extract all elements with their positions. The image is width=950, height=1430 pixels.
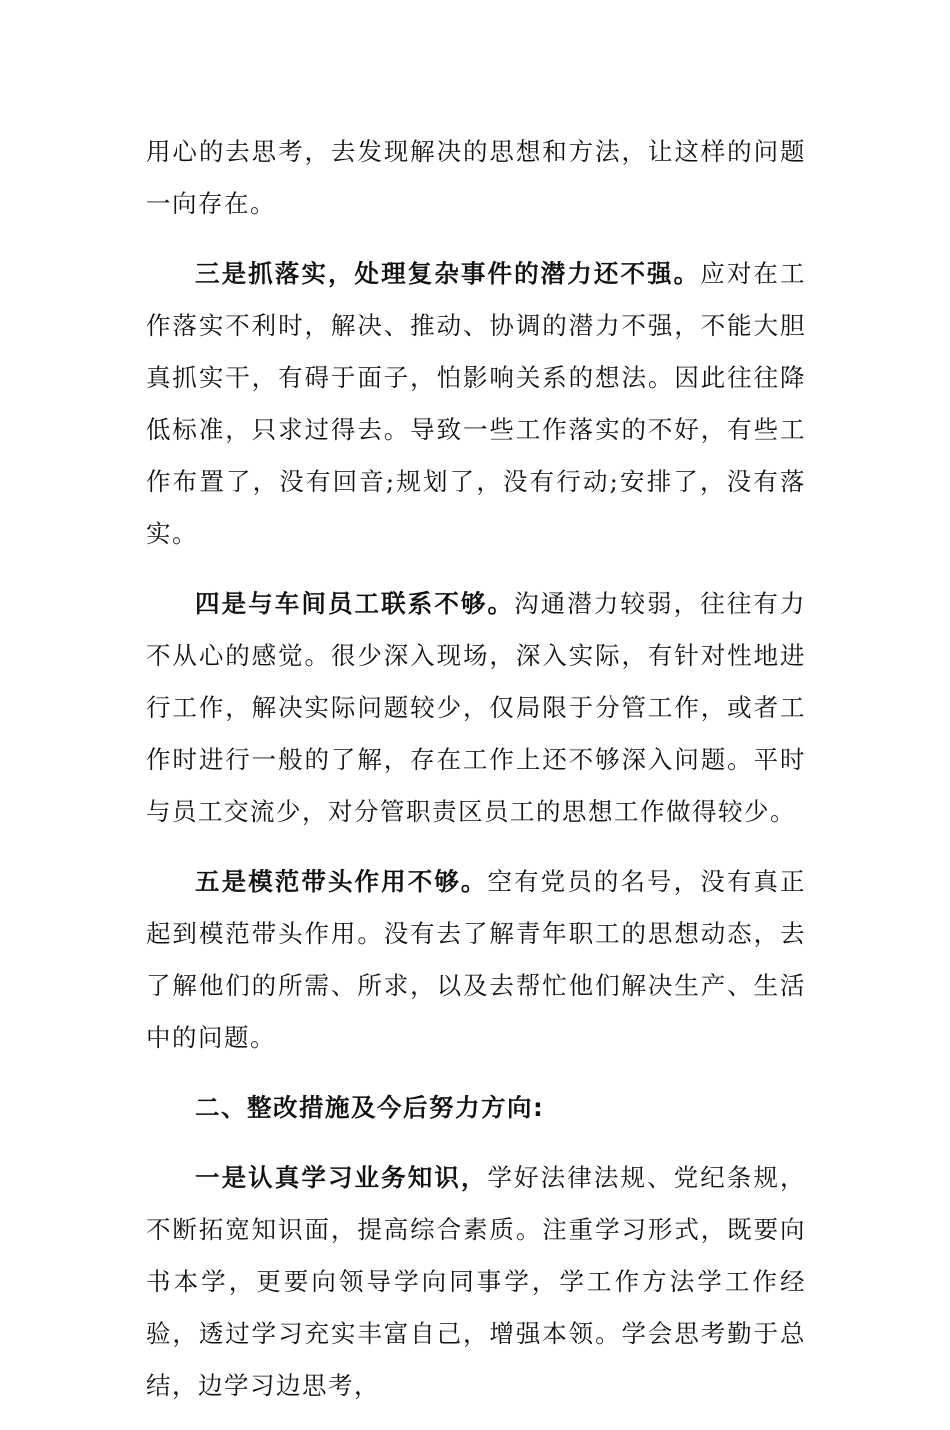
paragraph-staff-contact <box>146 578 806 838</box>
paragraph-role-model <box>146 856 806 1064</box>
paragraph-text: 学好法律法规、党纪条规，不断拓宽知识面，提高综合素质。注重学习形式，既要向书本学，更要向领导学向同事学，学工作方法学工作经验，透过学习充实丰富自己，增强本领。学会思考勤于总结，边学习边思考， <box>146 1163 806 1400</box>
paragraph-lead: 一是认真学习业务知识， <box>195 1163 488 1192</box>
section-heading: 二、整改措施及今后努力方向: <box>195 1093 545 1122</box>
paragraph-lead: 三是抓落实，处理复杂事件的潜力还不强。 <box>195 259 701 288</box>
paragraph-text: 应对在工作落实不利时，解决、推动、协调的潜力不强，不能大胆真抓实干，有碍于面子，怕影响关系的想法。因此往往降低标准，只求过得去。导致一些工作落实的不好，有些工作布置了，没有回音;规划了，没有行动;安排了，没有落实。 <box>146 259 807 548</box>
document-body <box>146 126 806 1430</box>
paragraph-study <box>146 1152 806 1412</box>
paragraph-text: 用心的去思考，去发现解决的思想和方法，让这样的问题一向存在。 <box>146 137 806 218</box>
paragraph-implementation <box>146 248 806 560</box>
paragraph-text: 空有党员的名号，没有真正起到模范带头作用。没有去了解青年职工的思想动态，去了解他们的所需、所求，以及去帮忙他们解决生产、生活中的问题。 <box>146 867 806 1052</box>
paragraph-lead: 四是与车间员工联系不够。 <box>195 589 515 618</box>
paragraph-text: 沟通潜力较弱，往往有力不从心的感觉。很少深入现场，深入实际，有针对性地进行工作，解决实际问题较少，仅局限于分管工作，或者工作时进行一般的了解，存在工作上还不够深入问题。平时与员工交流少，对分管职责区员工的思想工作做得较少。 <box>146 589 807 826</box>
paragraph-continuation <box>146 126 806 230</box>
paragraph-lead: 五是模范带头作用不够。 <box>195 867 488 896</box>
